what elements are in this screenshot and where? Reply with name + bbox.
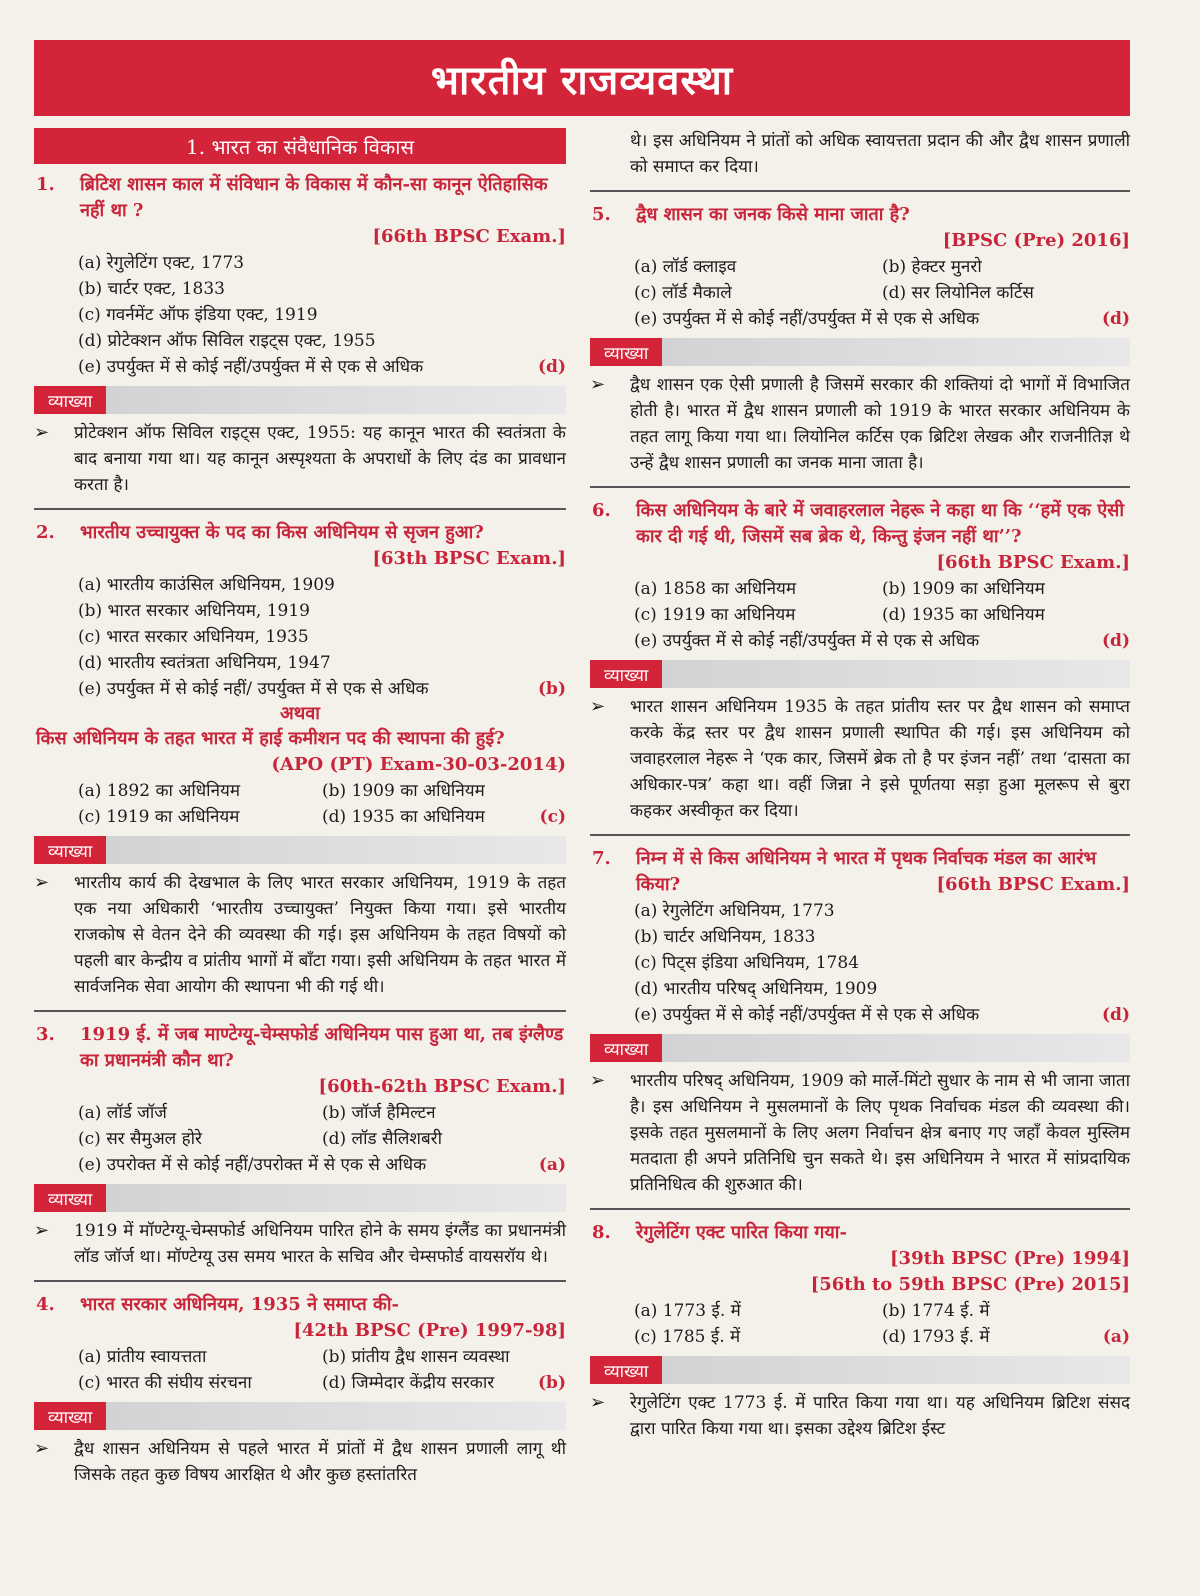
option-a: (a) 1892 का अधिनियम	[78, 781, 241, 801]
option-d: (d) जिम्मेदार केंद्रीय सरकार	[322, 1373, 495, 1393]
arrow-icon: ➢	[590, 374, 606, 395]
option-c: (c) पिट्स इंडिया अधिनियम, 1784	[634, 953, 860, 973]
divider	[590, 486, 1130, 488]
option-e: (e) उपरोक्त में से कोई नहीं/उपरोक्त में से एक से अधिक	[78, 1155, 427, 1175]
question-number: 7.	[592, 848, 611, 869]
explanation-text: भारत शासन अधिनियम 1935 के तहत प्रांतीय स्तर पर द्वैध शासन को समाप्त करके केंद्र स्तर पर द्वैध शासन प्रणाली स्थापित की गई। इस अधिनियम को जवाहरलाल नेहरू ने ‘एक कार, जिसमें ब्रेक तो है पर इंजन नहीं’ तथा ‘दासता का अधिकार-पत्र’ कहा था। वहीं जिन्ना ने इसे पूर्णतया सड़ा हुआ मूलरूप से बुरा कहकर अस्वीकृत कर दिया।	[630, 697, 1130, 821]
question-number: 3.	[36, 1024, 55, 1045]
chapter-title: 1. भारत का संवैधानिक विकास	[34, 128, 566, 164]
option-b: (b) 1909 का अधिनियम	[322, 781, 485, 801]
explanation-header	[34, 1402, 566, 1430]
explanation	[590, 694, 1130, 824]
question-5	[590, 202, 1130, 254]
divider	[590, 1208, 1130, 1210]
arrow-icon: ➢	[590, 1392, 606, 1413]
explanation-header	[34, 1184, 566, 1212]
book-section-title: भारतीय राजव्यवस्था	[34, 40, 1130, 116]
exam-reference: [66th BPSC Exam.]	[372, 226, 566, 247]
exam-reference-2: [56th to 59th BPSC (Pre) 2015]	[810, 1274, 1130, 1295]
explanation	[590, 1068, 1130, 1198]
explanation-text: 1919 में मॉण्टेग्यू-चेम्सफोर्ड अधिनियम पारित होने के समय इंग्लैंड का प्रधानमंत्री लॉड जॉर्ज था। मॉण्टेग्यू उस समय भारत के सचिव और चेम्सफोर्ड वायसरॉय थे।	[74, 1221, 566, 1267]
arrow-icon: ➢	[34, 422, 50, 443]
answer: (d)	[1102, 631, 1130, 651]
divider	[34, 508, 566, 510]
option-b: (b) भारत सरकार अधिनियम, 1919	[78, 601, 310, 621]
arrow-icon: ➢	[590, 696, 606, 717]
options	[634, 576, 1130, 654]
explanation-header	[590, 1356, 1130, 1384]
divider	[34, 1010, 566, 1012]
option-a: (a) भारतीय काउंसिल अधिनियम, 1909	[78, 575, 335, 595]
explanation-header	[34, 836, 566, 864]
explanation-label: व्याख्या	[590, 1356, 662, 1384]
option-a: (a) लॉर्ड जॉर्ज	[78, 1103, 167, 1123]
option-c: (c) भारत की संघीय संरचना	[78, 1373, 252, 1393]
question-text: भारतीय उच्चायुक्त के पद का किस अधिनियम से सृजन हुआ?	[80, 522, 484, 543]
explanation-text: प्रोटेक्शन ऑफ सिविल राइट्स एक्ट, 1955: यह कानून भारत की स्वतंत्रता के बाद बनाया गया था। यह कानून अस्पृश्यता के अपराधों के लिए दंड का प्रावधान करता है।	[74, 423, 566, 495]
option-e: (e) उपर्युक्त में से कोई नहीं/उपर्युक्त में से एक से अधिक	[634, 631, 980, 651]
options	[634, 254, 1130, 332]
explanation	[34, 1436, 566, 1488]
explanation-header	[590, 1034, 1130, 1062]
explanation-text: रेगुलेटिंग एक्ट 1773 ई. में पारित किया गया था। यह अधिनियम ब्रिटिश संसद द्वारा पारित किया गया था। इसका उद्देश्य ब्रिटिश ईस्ट	[630, 1393, 1130, 1439]
or-separator: अथवा	[280, 703, 320, 724]
explanation-text: भारतीय परिषद् अधिनियम, 1909 को मार्ले-मिंटो सुधार के नाम से भी जाना जाता है। इस अधिनियम ने मुसलमानों के लिए पृथक निर्वाचक मंडल की व्यवस्था की। इसके तहत मुसलमानों के लिए अलग निर्वाचन क्षेत्र बनाए गए जहाँ केवल मुस्लिम मतदाता ही अपने प्रतिनिधि चुन सकते थे। इस अधिनियम ने भारत में सांप्रदायिक प्रतिनिधित्व की शुरुआत की।	[630, 1071, 1130, 1195]
option-c: (c) लॉर्ड मैकाले	[634, 283, 732, 303]
question-text: भारत सरकार अधिनियम, 1935 ने समाप्त की-	[80, 1294, 399, 1315]
option-a: (a) प्रांतीय स्वायत्तता	[78, 1347, 207, 1367]
option-b: (b) प्रांतीय द्वैध शासन व्यवस्था	[322, 1347, 510, 1367]
option-d: (d) भारतीय स्वतंत्रता अधिनियम, 1947	[78, 653, 331, 673]
answer: (d)	[1102, 309, 1130, 329]
explanation-text: भारतीय कार्य की देखभाल के लिए भारत सरकार अधिनियम, 1919 के तहत एक नया अधिकारी ‘भारतीय उच्चायुक्त’ नियुक्त किया गया। इसे भारतीय राजकोष से वेतन देने की व्यवस्था की गई। इस अधिनियम के तहत विषयों को पहली बार केन्द्रीय व प्रांतीय भागों में बाँटा गया। इसी अधिनियम के तहत भारत में सार्वजनिक सेवा आयोग की स्थापना भी की गई थी।	[74, 873, 566, 997]
option-e: (e) उपर्युक्त में से कोई नहीं/उपर्युक्त में से एक से अधिक	[78, 357, 424, 377]
exam-reference-1: [39th BPSC (Pre) 1994]	[890, 1248, 1130, 1269]
option-e: (e) उपर्युक्त में से कोई नहीं/ उपर्युक्त में से एक से अधिक	[78, 679, 429, 699]
explanation	[34, 420, 566, 498]
right-column	[590, 128, 1130, 1442]
exam-reference: [BPSC (Pre) 2016]	[942, 230, 1130, 251]
explanation-header	[590, 338, 1130, 366]
arrow-icon: ➢	[34, 1438, 50, 1459]
option-b: (b) चार्टर अधिनियम, 1833	[634, 927, 816, 947]
divider	[590, 190, 1130, 192]
explanation-text: द्वैध शासन अधिनियम से पहले भारत में प्रांतों में द्वैध शासन प्रणाली लागू थी जिसके तहत कुछ विषय आरक्षित थे और कुछ हस्तांतरित	[74, 1439, 566, 1485]
question-number: 4.	[36, 1294, 55, 1315]
arrow-icon: ➢	[34, 872, 50, 893]
explanation-continued	[590, 128, 1130, 180]
option-d: (d) लॉड सैलिशबरी	[322, 1129, 443, 1149]
option-b: (b) हेक्टर मुनरो	[882, 257, 982, 277]
question-4	[34, 1292, 566, 1344]
option-d: (d) 1935 का अधिनियम	[322, 807, 485, 827]
answer: (b)	[538, 679, 566, 699]
question-text: रेगुलेटिंग एक्ट पारित किया गया-	[636, 1222, 847, 1243]
options	[78, 572, 566, 702]
question-2	[34, 520, 566, 572]
answer: (b)	[538, 1373, 566, 1393]
question-text: किस अधिनियम के तहत भारत में हाई कमीशन पद की स्थापना की हुई?	[36, 728, 505, 749]
option-e: (e) उपर्युक्त में से कोई नहीं/उपर्युक्त में से एक से अधिक	[634, 309, 980, 329]
option-c: (c) भारत सरकार अधिनियम, 1935	[78, 627, 309, 647]
options	[78, 1344, 566, 1396]
explanation	[34, 870, 566, 1000]
option-c: (c) गवर्नमेंट ऑफ इंडिया एक्ट, 1919	[78, 305, 318, 325]
option-e: (e) उपर्युक्त में से कोई नहीं/उपर्युक्त में से एक से अधिक	[634, 1005, 980, 1025]
question-number: 8.	[592, 1222, 611, 1243]
explanation-label: व्याख्या	[34, 386, 106, 414]
option-c: (c) सर सैमुअल होरे	[78, 1129, 202, 1149]
explanation	[590, 1390, 1130, 1442]
option-d: (d) 1935 का अधिनियम	[882, 605, 1045, 625]
question-text: द्वैध शासन का जनक किसे माना जाता है?	[636, 204, 910, 225]
explanation-label: व्याख्या	[590, 1034, 662, 1062]
explanation-label: व्याख्या	[590, 660, 662, 688]
question-1	[34, 172, 566, 250]
option-d: (d) 1793 ई. में	[882, 1327, 990, 1347]
explanation-label: व्याख्या	[34, 1184, 106, 1212]
question-number: 6.	[592, 500, 611, 521]
answer: (c)	[539, 807, 566, 827]
arrow-icon: ➢	[34, 1220, 50, 1241]
option-c: (c) 1919 का अधिनियम	[78, 807, 240, 827]
options	[78, 1100, 566, 1178]
option-d: (d) सर लियोनिल कर्टिस	[882, 283, 1034, 303]
option-a: (a) लॉर्ड क्लाइव	[634, 257, 737, 277]
option-c: (c) 1919 का अधिनियम	[634, 605, 796, 625]
options	[78, 250, 566, 380]
answer: (d)	[1102, 1005, 1130, 1025]
alternate-options	[78, 778, 566, 830]
question-text: ब्रिटिश शासन काल में संविधान के विकास में कौन-सा कानून ऐतिहासिक नहीं था ?	[80, 174, 548, 221]
exam-reference: [66th BPSC Exam.]	[936, 874, 1130, 895]
question-6	[590, 498, 1130, 576]
option-b: (b) जॉर्ज हैमिल्टन	[322, 1103, 436, 1123]
left-column	[34, 128, 566, 1488]
answer: (a)	[1102, 1327, 1130, 1347]
question-text: 1919 ई. में जब माण्टेग्यू-चेम्सफोर्ड अधिनियम पास हुआ था, तब इंग्लैण्ड का प्रधानमंत्री कौन था?	[80, 1024, 564, 1071]
option-a: (a) रेगुलेटिंग अधिनियम, 1773	[634, 901, 835, 921]
explanation	[34, 1218, 566, 1270]
options	[634, 898, 1130, 1028]
question-number: 5.	[592, 204, 611, 225]
option-b: (b) 1774 ई. में	[882, 1301, 990, 1321]
explanation-text: थे। इस अधिनियम ने प्रांतों को अधिक स्वायत्तता प्रदान की और द्वैध शासन प्रणाली को समाप्त कर दिया।	[630, 131, 1130, 177]
question-text: किस अधिनियम के बारे में जवाहरलाल नेहरू ने कहा था कि ‘‘हमें एक ऐसी कार दी गई थी, जिसमें सब ब्रेक थे, किन्तु इंजन नहीं था’’?	[636, 500, 1124, 547]
divider	[590, 834, 1130, 836]
alternate-question	[34, 726, 566, 778]
option-d: (d) प्रोटेक्शन ऑफ सिविल राइट्स एक्ट, 1955	[78, 331, 376, 351]
question-8	[590, 1220, 1130, 1298]
option-b: (b) चार्टर एक्ट, 1833	[78, 279, 225, 299]
divider	[34, 1280, 566, 1282]
option-b: (b) 1909 का अधिनियम	[882, 579, 1045, 599]
exam-reference: (APO (PT) Exam-30-03-2014)	[271, 754, 566, 775]
option-c: (c) 1785 ई. में	[634, 1327, 741, 1347]
options	[634, 1298, 1130, 1350]
explanation-header	[34, 386, 566, 414]
exam-reference: [42th BPSC (Pre) 1997-98]	[293, 1320, 566, 1341]
explanation-label: व्याख्या	[34, 1402, 106, 1430]
exam-reference: [63th BPSC Exam.]	[372, 548, 566, 569]
arrow-icon: ➢	[590, 1070, 606, 1091]
option-a: (a) रेगुलेटिंग एक्ट, 1773	[78, 253, 245, 273]
question-text: निम्न में से किस अधिनियम ने भारत में पृथक निर्वाचक मंडल का आरंभ किया?	[636, 848, 1097, 895]
option-a: (a) 1773 ई. में	[634, 1301, 741, 1321]
question-7	[590, 846, 1130, 898]
option-d: (d) भारतीय परिषद् अधिनियम, 1909	[634, 979, 878, 999]
explanation-label: व्याख्या	[590, 338, 662, 366]
explanation	[590, 372, 1130, 476]
explanation-header	[590, 660, 1130, 688]
exam-reference: [60th-62th BPSC Exam.]	[318, 1076, 566, 1097]
option-a: (a) 1858 का अधिनियम	[634, 579, 797, 599]
answer: (d)	[538, 357, 566, 377]
question-3	[34, 1022, 566, 1100]
explanation-text: द्वैध शासन एक ऐसी प्रणाली है जिसमें सरकार की शक्तियां दो भागों में विभाजित होती है। भारत में द्वैध शासन प्रणाली को 1919 के भारत सरकार अधिनियम के तहत लागू किया गया था। लियोनिल कर्टिस एक ब्रिटिश लेखक और राजनीतिज्ञ थे उन्हें द्वैध शासन प्रणाली का जनक माना जाता है।	[630, 375, 1130, 473]
question-number: 1.	[36, 174, 55, 195]
answer: (a)	[538, 1155, 566, 1175]
exam-reference: [66th BPSC Exam.]	[936, 552, 1130, 573]
question-number: 2.	[36, 522, 55, 543]
explanation-label: व्याख्या	[34, 836, 106, 864]
